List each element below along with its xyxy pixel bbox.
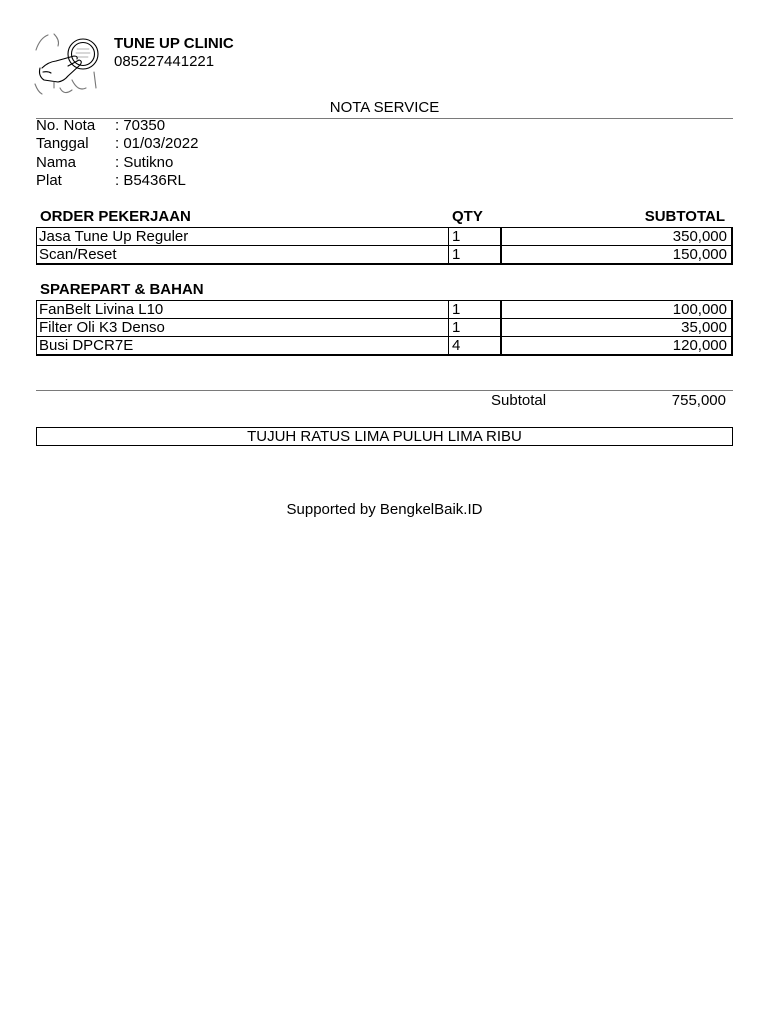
- services-table: [36, 227, 733, 265]
- item-amount: 350,000: [501, 228, 732, 246]
- item-amount: 150,000: [501, 246, 732, 265]
- subtotal-value: 755,000: [671, 392, 726, 409]
- meta-row-nama: [36, 154, 198, 172]
- meta-row-tanggal: [36, 135, 198, 153]
- meta-label: No. Nota: [36, 117, 96, 134]
- column-header-subtotal: SUBTOTAL: [644, 208, 725, 225]
- hand-pressing-start-button-icon: [34, 32, 102, 98]
- footer-credit: Supported by BengkelBaik.ID: [286, 501, 483, 518]
- item-name: FanBelt Livina L10: [37, 301, 449, 319]
- table-row: [37, 246, 733, 265]
- meta-value: : Sutikno: [115, 153, 174, 171]
- item-name: Scan/Reset: [37, 246, 449, 265]
- invoice-meta: [36, 117, 198, 190]
- table-row: [37, 319, 733, 337]
- amount-in-words: TUJUH RATUS LIMA PULUH LIMA RIBU: [36, 427, 733, 446]
- meta-label: Nama: [36, 153, 77, 171]
- services-header: [36, 208, 733, 226]
- document-title: NOTA SERVICE: [329, 99, 440, 116]
- item-qty: 1: [449, 228, 502, 246]
- table-row: [37, 301, 733, 319]
- item-amount: 35,000: [501, 319, 732, 337]
- table-row: [37, 337, 733, 356]
- meta-value: : 70350: [115, 117, 166, 134]
- parts-header: [36, 281, 733, 299]
- column-header-qty: QTY: [452, 208, 483, 225]
- meta-value: : 01/03/2022: [115, 135, 199, 153]
- column-header-order: ORDER PEKERJAAN: [40, 208, 191, 225]
- shop-phone: 085227441221: [114, 53, 215, 70]
- total-divider: [36, 390, 733, 391]
- section-heading-parts: SPAREPART & BAHAN: [40, 281, 204, 298]
- table-row: [37, 228, 733, 246]
- item-qty: 4: [449, 337, 502, 356]
- item-name: Busi DPCR7E: [37, 337, 449, 356]
- item-qty: 1: [449, 319, 502, 337]
- item-name: Jasa Tune Up Reguler: [37, 228, 449, 246]
- item-amount: 120,000: [501, 337, 732, 356]
- shop-name: TUNE UP CLINIC: [114, 35, 234, 52]
- meta-label: Plat: [36, 171, 62, 189]
- meta-row-plat: [36, 172, 198, 190]
- item-qty: 1: [449, 301, 502, 319]
- meta-value: : B5436RL: [115, 171, 186, 189]
- subtotal-label: Subtotal: [491, 392, 547, 409]
- parts-table: [36, 300, 733, 356]
- meta-label: Tanggal: [36, 135, 89, 153]
- item-name: Filter Oli K3 Denso: [37, 319, 449, 337]
- item-amount: 100,000: [501, 301, 732, 319]
- item-qty: 1: [449, 246, 502, 265]
- meta-row-nota: [36, 117, 198, 135]
